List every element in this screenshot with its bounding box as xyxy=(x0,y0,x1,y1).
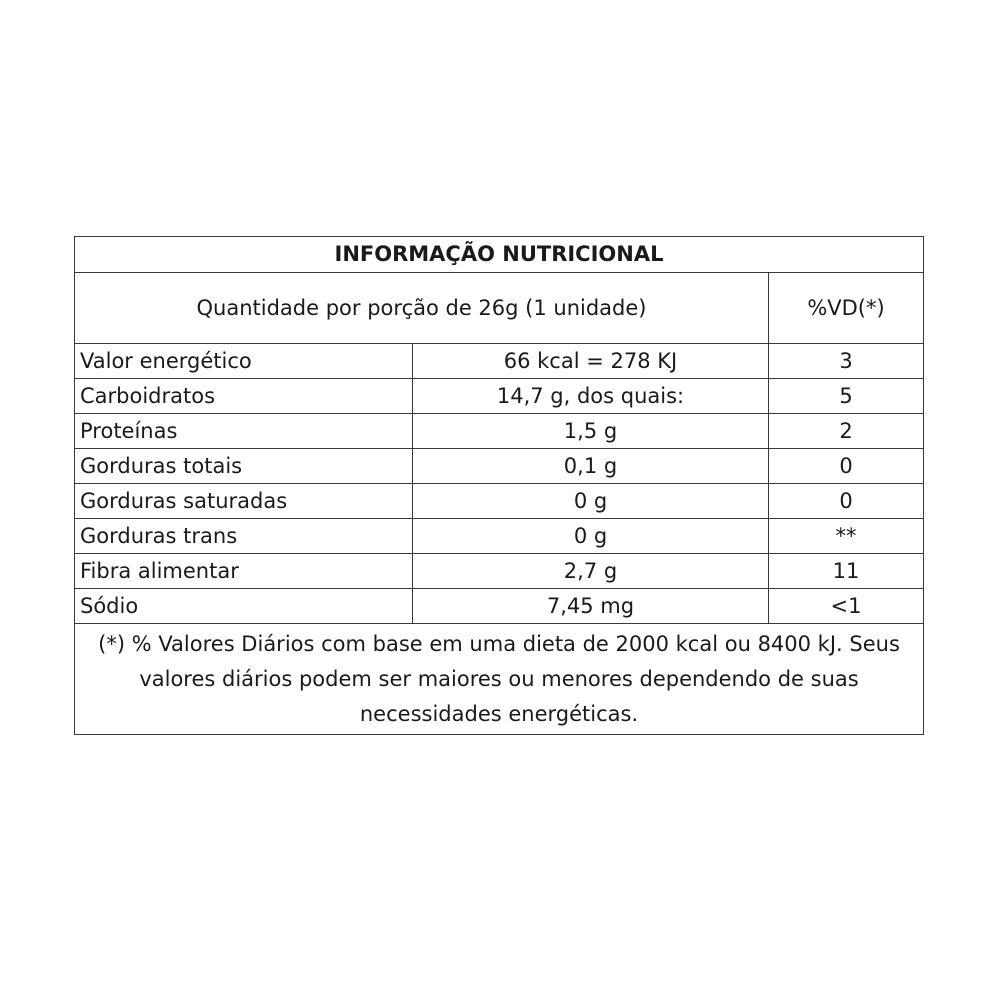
nutrient-daily-value: 0 xyxy=(769,449,924,484)
table-row xyxy=(75,589,924,624)
nutrient-amount: 0 g xyxy=(413,484,769,519)
table-row xyxy=(75,414,924,449)
nutrient-daily-value: <1 xyxy=(769,589,924,624)
nutrient-name: Gorduras saturadas xyxy=(75,484,413,519)
table-title: INFORMAÇÃO NUTRICIONAL xyxy=(75,237,924,273)
table-header-row xyxy=(75,273,924,344)
table-row xyxy=(75,554,924,589)
nutrient-name: Sódio xyxy=(75,589,413,624)
nutrient-daily-value: ** xyxy=(769,519,924,554)
nutrient-name: Gorduras totais xyxy=(75,449,413,484)
nutrition-facts-table xyxy=(74,236,924,735)
nutrient-amount: 7,45 mg xyxy=(413,589,769,624)
table-row xyxy=(75,484,924,519)
nutrient-amount: 14,7 g, dos quais: xyxy=(413,379,769,414)
daily-value-header: %VD(*) xyxy=(769,273,924,344)
nutrient-name: Carboidratos xyxy=(75,379,413,414)
table-row xyxy=(75,449,924,484)
nutrient-name: Gorduras trans xyxy=(75,519,413,554)
nutrient-amount: 0 g xyxy=(413,519,769,554)
nutrient-daily-value: 2 xyxy=(769,414,924,449)
nutrient-amount: 66 kcal = 278 KJ xyxy=(413,344,769,379)
nutrient-daily-value: 0 xyxy=(769,484,924,519)
nutrient-amount: 1,5 g xyxy=(413,414,769,449)
table-row xyxy=(75,519,924,554)
table-row xyxy=(75,344,924,379)
portion-header: Quantidade por porção de 26g (1 unidade) xyxy=(75,273,769,344)
table-row xyxy=(75,379,924,414)
nutrient-daily-value: 3 xyxy=(769,344,924,379)
nutrient-name: Fibra alimentar xyxy=(75,554,413,589)
daily-value-footnote: (*) % Valores Diários com base em uma dieta de 2000 kcal ou 8400 kJ. Seus valores diários podem ser maiores ou menores dependendo de suas necessidades energéticas. xyxy=(75,624,924,735)
nutrient-name: Proteínas xyxy=(75,414,413,449)
nutrient-amount: 2,7 g xyxy=(413,554,769,589)
nutrient-amount: 0,1 g xyxy=(413,449,769,484)
nutrient-name: Valor energético xyxy=(75,344,413,379)
table-title-row xyxy=(75,237,924,273)
nutrient-daily-value: 11 xyxy=(769,554,924,589)
footnote-row xyxy=(75,624,924,735)
nutrient-daily-value: 5 xyxy=(769,379,924,414)
